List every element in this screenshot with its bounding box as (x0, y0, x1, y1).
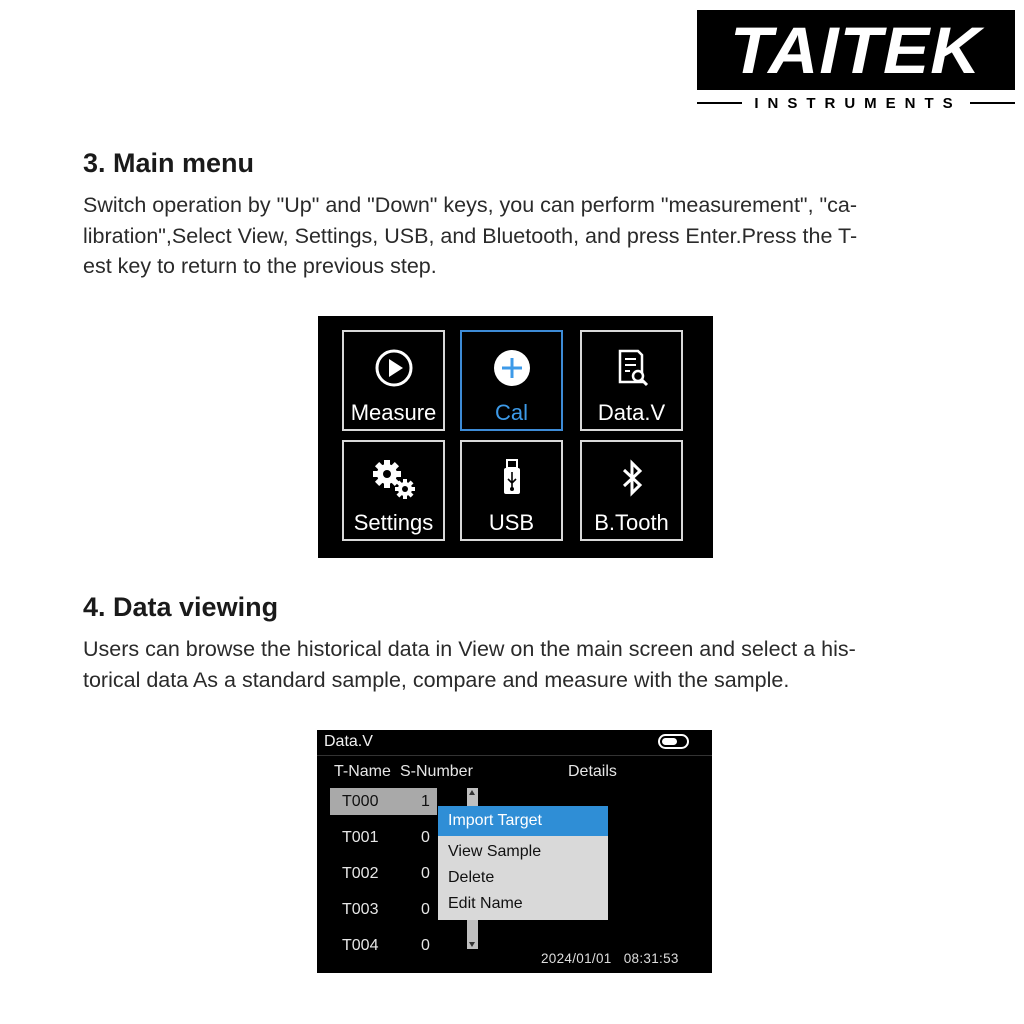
column-header-details: Details (568, 763, 617, 780)
section-3-text (83, 190, 943, 282)
logo-rule-left (697, 102, 742, 104)
menu-tile-cal[interactable] (460, 330, 563, 431)
taitek-logo (697, 10, 1015, 90)
status-date: 2024/01/01 (541, 951, 612, 966)
usb-drive-icon (462, 458, 561, 498)
row-number: 1 (421, 793, 430, 810)
column-header-name: T-Name (334, 763, 391, 780)
main-menu-screen (318, 316, 713, 558)
bluetooth-icon (582, 458, 681, 498)
status-datetime (541, 951, 679, 966)
row-number: 0 (421, 829, 430, 846)
menu-tile-data-view[interactable] (580, 330, 683, 431)
scroll-up-icon (469, 790, 475, 795)
row-number: 0 (421, 865, 430, 882)
play-icon (344, 348, 443, 388)
row-name: T001 (342, 829, 379, 846)
row-name: T004 (342, 937, 379, 954)
screen-title: Data.V (324, 733, 373, 750)
menu-tile-label: USB (488, 510, 535, 535)
battery-icon (658, 734, 689, 749)
gears-icon (344, 458, 443, 498)
status-time: 08:31:53 (623, 951, 679, 966)
menu-tile-label: Data.V (597, 400, 666, 425)
row-name: T000 (342, 793, 379, 810)
menu-tile-bluetooth[interactable] (580, 440, 683, 541)
menu-item-edit-name[interactable]: Edit Name (448, 895, 523, 912)
plus-circle-icon (462, 348, 561, 388)
row-number: 0 (421, 937, 430, 954)
section-4-line: torical data As a standard sample, compare and measure with the sample. (83, 667, 790, 692)
logo-subtitle (697, 93, 1015, 113)
menu-tile-label: Cal (494, 400, 528, 425)
menu-tile-usb[interactable] (460, 440, 563, 541)
section-3-line: libration",Select View, Settings, USB, and Bluetooth, and press Enter.Press the T- (83, 223, 858, 248)
column-header-number: S-Number (400, 763, 473, 780)
row-name: T003 (342, 901, 379, 918)
context-menu (438, 806, 608, 920)
title-divider (317, 755, 712, 756)
menu-item-delete[interactable]: Delete (448, 869, 495, 886)
menu-item-import-target[interactable] (438, 806, 608, 836)
document-search-icon (582, 348, 681, 388)
logo-wordmark: TAITEK (730, 13, 982, 87)
logo-subtitle-text: INSTRUMENTS (754, 94, 962, 112)
section-4-heading: 4. Data viewing (83, 592, 279, 622)
section-4-line: Users can browse the historical data in View on the main screen and select a his- (83, 637, 856, 661)
scroll-down-icon (469, 942, 475, 947)
section-3-line: est key to return to the previous step. (83, 254, 437, 278)
menu-item-label: Import Target (448, 812, 542, 829)
logo-rule-right (970, 102, 1015, 104)
menu-tile-label: Measure (350, 400, 437, 425)
data-view-screen (317, 730, 712, 973)
section-3-line: Switch operation by "Up" and "Down" keys, you can perform "measurement", "ca- (83, 193, 858, 217)
menu-tile-settings[interactable] (342, 440, 445, 541)
row-number: 0 (421, 901, 430, 918)
menu-tile-measure[interactable] (342, 330, 445, 431)
section-4-text (83, 634, 943, 695)
menu-tile-label: Settings (353, 510, 434, 535)
row-name: T002 (342, 865, 379, 882)
section-3-heading: 3. Main menu (83, 148, 255, 178)
menu-tile-label: B.Tooth (594, 510, 669, 535)
menu-item-view-sample[interactable]: View Sample (448, 843, 542, 860)
